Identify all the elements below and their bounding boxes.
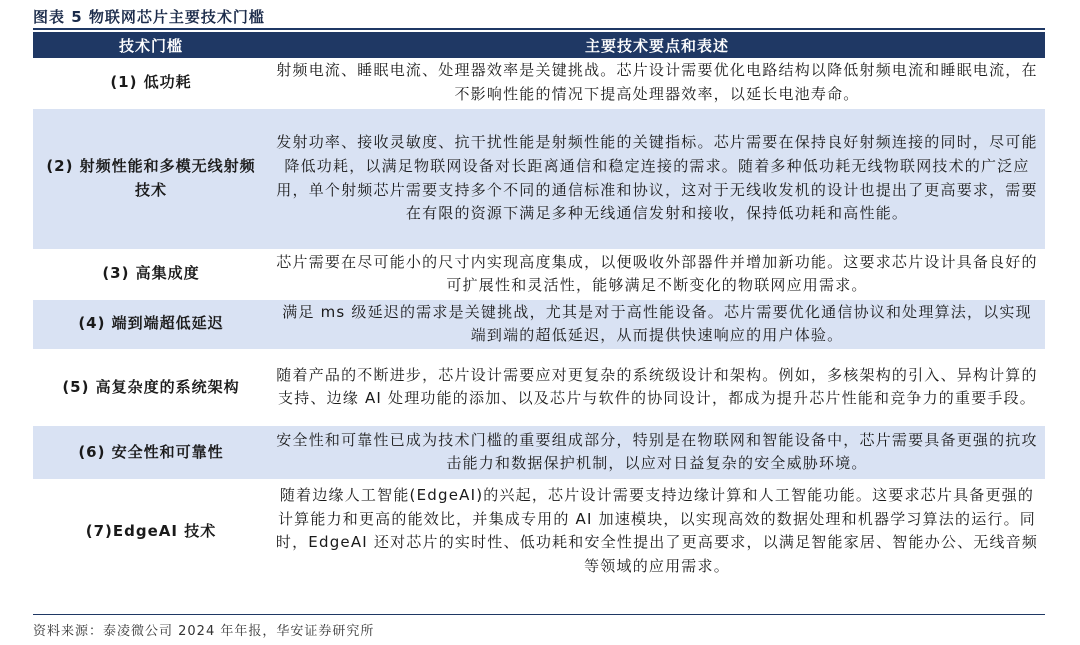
table-row	[33, 249, 1045, 299]
row-description: 随着产品的不断进步，芯片设计需要应对更复杂的系统级设计和架构。例如，多核架构的引入、异构计算的支持、边缘 AI 处理功能的添加、以及芯片与软件的协同设计，都成为提升芯片性能和竞争力的重要手段。	[269, 349, 1045, 425]
row-key: (2) 射频性能和多模无线射频技术	[33, 108, 269, 249]
row-key: (4) 端到端超低延迟	[33, 299, 269, 349]
table-row	[33, 349, 1045, 425]
table-header-row	[33, 32, 1045, 58]
row-key: (7)EdgeAI 技术	[33, 479, 269, 583]
source-note: 资料来源：泰凌微公司 2024 年年报，华安证券研究所	[33, 624, 375, 639]
row-description: 芯片需要在尽可能小的尺寸内实现高度集成，以便吸收外部器件并增加新功能。这要求芯片设计具备良好的可扩展性和灵活性，能够满足不断变化的物联网应用需求。	[269, 249, 1045, 299]
top-rule	[33, 28, 1045, 30]
header-key-points: 主要技术要点和表述	[269, 32, 1045, 58]
header-threshold: 技术门槛	[33, 32, 269, 58]
table-row	[33, 108, 1045, 249]
table-row	[33, 479, 1045, 583]
row-description: 发射功率、接收灵敏度、抗干扰性能是射频性能的关键指标。芯片需要在保持良好射频连接的同时，尽可能降低功耗，以满足物联网设备对长距离通信和稳定连接的需求。随着多种低功耗无线物联网技术的广泛应用，单个射频芯片需要支持多个不同的通信标准和协议，这对于无线收发机的设计也提出了更高要求，需要在有限的资源下满足多种无线通信发射和接收，保持低功耗和高性能。	[269, 108, 1045, 249]
row-description: 射频电流、睡眠电流、处理器效率是关键挑战。芯片设计需要优化电路结构以降低射频电流和睡眠电流，在不影响性能的情况下提高处理器效率，以延长电池寿命。	[269, 58, 1045, 108]
tech-threshold-table	[33, 32, 1045, 584]
figure-caption: 图表 5 物联网芯片主要技术门槛	[33, 8, 265, 26]
table-row	[33, 58, 1045, 108]
row-description: 安全性和可靠性已成为技术门槛的重要组成部分，特别是在物联网和智能设备中，芯片需要具备更强的抗攻击能力和数据保护机制，以应对日益复杂的安全威胁环境。	[269, 425, 1045, 479]
table-row	[33, 299, 1045, 349]
table-row	[33, 425, 1045, 479]
row-key: (5) 高复杂度的系统架构	[33, 349, 269, 425]
bottom-rule	[33, 614, 1045, 615]
row-key: (6) 安全性和可靠性	[33, 425, 269, 479]
row-key: (1) 低功耗	[33, 58, 269, 108]
row-description: 满足 ms 级延迟的需求是关键挑战，尤其是对于高性能设备。芯片需要优化通信协议和处理算法，以实现端到端的超低延迟，从而提供快速响应的用户体验。	[269, 299, 1045, 349]
row-key: (3) 高集成度	[33, 249, 269, 299]
row-description: 随着边缘人工智能(EdgeAI)的兴起，芯片设计需要支持边缘计算和人工智能功能。这要求芯片具备更强的计算能力和更高的能效比，并集成专用的 AI 加速模块，以实现高效的数据处理和机器学习算法的运行。同时，EdgeAI 还对芯片的实时性、低功耗和安全性提出了更高要求，以满足智能家居、智能办公、无线音频等领域的应用需求。	[269, 479, 1045, 583]
